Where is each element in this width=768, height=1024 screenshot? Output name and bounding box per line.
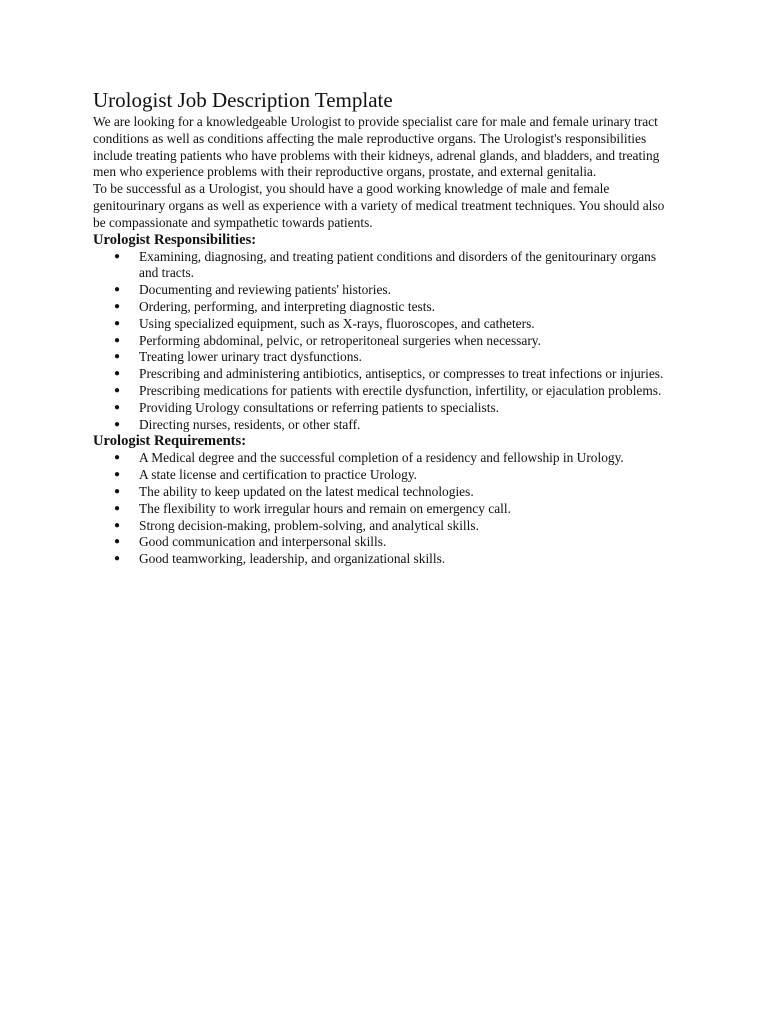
list-item-text: A state license and certification to practice Urology. [139, 467, 417, 483]
bullet-icon: ● [114, 334, 121, 346]
list-item-text: Ordering, performing, and interpreting diagnostic tests. [139, 298, 436, 314]
list-item-text: Providing Urology consultations or referring patients to specialists. [139, 399, 499, 415]
list-item-text: Directing nurses, residents, or other staff. [139, 416, 361, 432]
list-item-text: A Medical degree and the successful completion of a residency and fellowship in Urology. [139, 450, 624, 466]
bullet-icon: ● [114, 351, 121, 363]
bullet-icon: ● [114, 284, 121, 296]
list-item [93, 316, 678, 333]
list-item [93, 484, 678, 501]
bullet-icon: ● [114, 368, 121, 380]
bullet-icon: ● [114, 502, 121, 514]
intro-paragraph: To be successful as a Urologist, you should have a good working knowledge of male and female genitourinary organs as well as experience with a variety of medical treatment techniques. You should also be compassionate and sympathetic towards patients. [93, 181, 665, 230]
bullet-icon: ● [114, 401, 121, 413]
list-item [93, 282, 678, 299]
bullet-icon: ● [114, 452, 121, 464]
list-item-text: Good teamworking, leadership, and organizational skills. [139, 551, 446, 567]
list-item [93, 299, 678, 316]
list-item [93, 467, 678, 484]
list-item-text: Performing abdominal, pelvic, or retroperitoneal surgeries when necessary. [139, 332, 541, 348]
bullet-icon: ● [114, 250, 121, 262]
bullet-icon: ● [114, 485, 121, 497]
list-item-text: Treating lower urinary tract dysfunctions. [139, 349, 363, 365]
document-page [93, 88, 678, 568]
bullet-icon: ● [114, 469, 121, 481]
bullet-icon: ● [114, 553, 121, 565]
list-item [93, 349, 678, 366]
list-item-text: Good communication and interpersonal skills. [139, 534, 387, 550]
list-item [93, 501, 678, 518]
bullet-icon: ● [114, 519, 121, 531]
list-item [93, 450, 678, 467]
responsibilities-heading: Urologist Responsibilities: [93, 231, 257, 248]
list-item-text: Strong decision-making, problem-solving, and analytical skills. [139, 517, 479, 533]
list-item-text: The ability to keep updated on the latest medical technologies. [139, 483, 474, 499]
intro-paragraph: We are looking for a knowledgeable Urologist to provide specialist care for male and female urinary tract conditions as well as conditions affecting the male reproductive organs. The Urologist's responsibilities include treating patients who have problems with their kidneys, adrenal glands, and bladders, and treating men who experience problems with their reproductive organs, prostate, and external genitalia. [93, 114, 660, 180]
list-item [93, 534, 678, 551]
list-item [93, 249, 678, 283]
list-item [93, 551, 678, 568]
list-item [93, 417, 678, 434]
list-item-text: Documenting and reviewing patients' histories. [139, 282, 391, 298]
requirements-list [93, 450, 678, 568]
bullet-icon: ● [114, 300, 121, 312]
bullet-icon: ● [114, 536, 121, 548]
document-title: Urologist Job Description Template [93, 88, 393, 112]
responsibilities-list [93, 249, 678, 434]
list-item [93, 333, 678, 350]
list-item-text: Examining, diagnosing, and treating patient conditions and disorders of the genitourinary organs and tracts. [139, 248, 657, 281]
bullet-icon: ● [114, 418, 121, 430]
list-item [93, 518, 678, 535]
list-item [93, 400, 678, 417]
list-item-text: Prescribing and administering antibiotics, antiseptics, or compresses to treat infections or injuries. [139, 366, 664, 382]
list-item-text: The flexibility to work irregular hours and remain on emergency call. [139, 500, 511, 516]
bullet-icon: ● [114, 317, 121, 329]
list-item [93, 383, 678, 400]
requirements-heading: Urologist Requirements: [93, 433, 247, 450]
list-item-text: Prescribing medications for patients with erectile dysfunction, infertility, or ejaculation problems. [139, 382, 662, 398]
list-item-text: Using specialized equipment, such as X-rays, fluoroscopes, and catheters. [139, 315, 535, 331]
bullet-icon: ● [114, 384, 121, 396]
list-item [93, 366, 678, 383]
